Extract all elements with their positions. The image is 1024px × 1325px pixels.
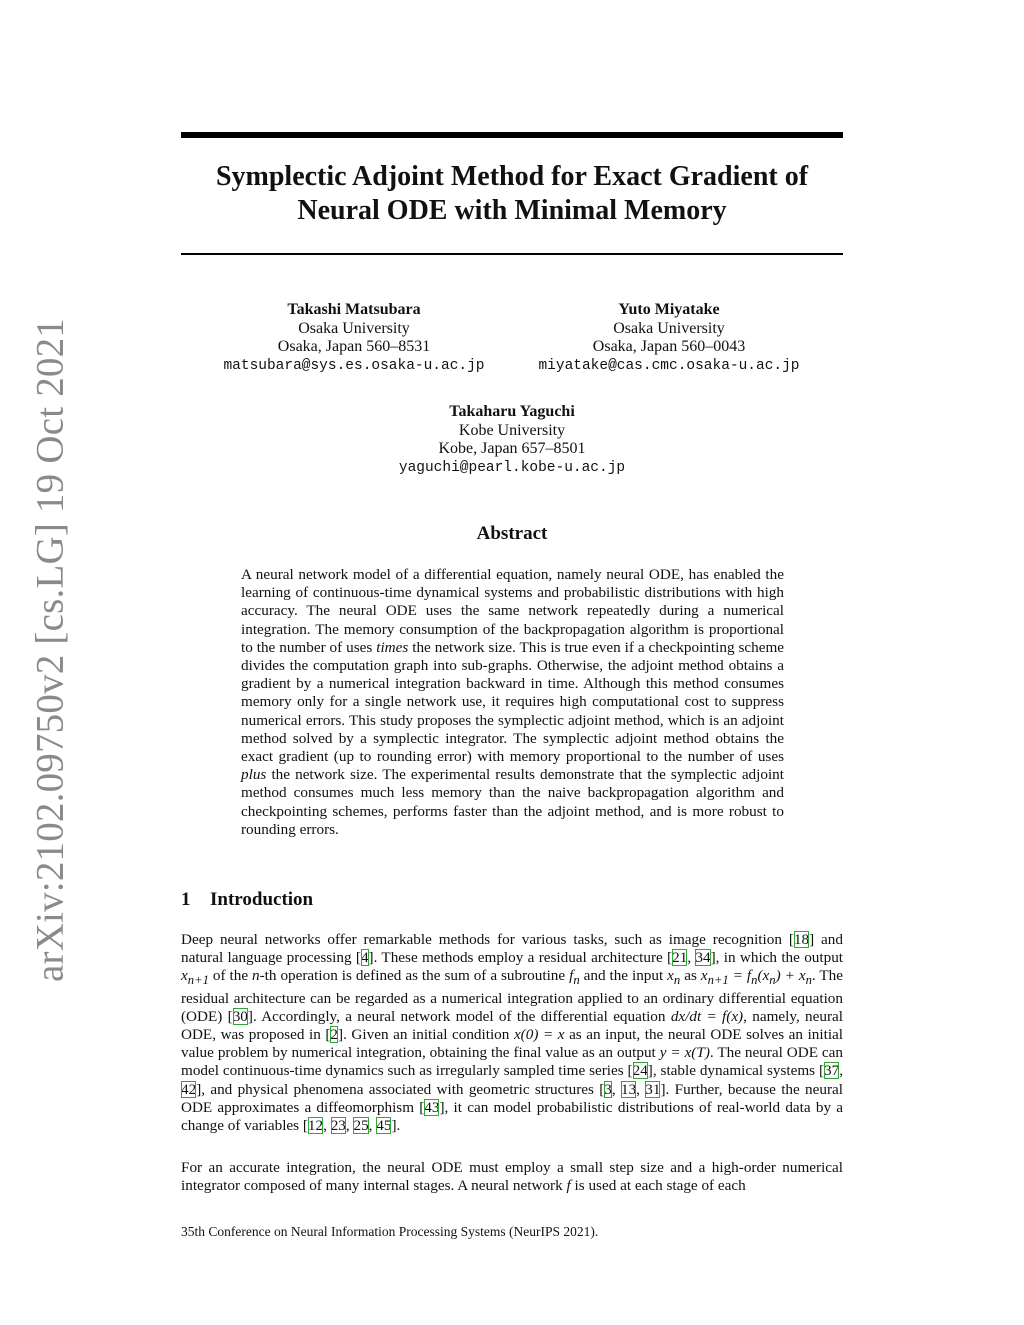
math-subscript: n+1 xyxy=(187,973,209,988)
body-text: -th operation is defined as the sum of a subroutine xyxy=(259,967,566,985)
intro-paragraph-2 xyxy=(181,1159,843,1195)
math-equation xyxy=(700,967,812,988)
math-inline xyxy=(667,967,681,988)
author-name: Yuto Miyatake xyxy=(618,301,720,318)
citation-link[interactable]: 2 xyxy=(330,1026,339,1044)
citation-link[interactable]: 42 xyxy=(181,1080,197,1098)
math-subscript: n+1 xyxy=(707,973,729,988)
citation-separator: , xyxy=(368,1117,377,1135)
paper-title xyxy=(181,160,843,228)
title-line-2: Neural ODE with Minimal Memory xyxy=(297,195,727,226)
citation-separator: , xyxy=(687,949,696,967)
body-text: is used at each stage of each xyxy=(574,1177,746,1195)
math-symbol: x xyxy=(181,967,188,985)
abstract-heading: Abstract xyxy=(476,523,548,544)
abstract-text: A neural network model of a differential equation, namely neural ODE, has enabled the learning of continuous-time dynamical systems and probabilistic distributions with high accuracy. The neural ODE uses the same network repeatedly during a numerical integration. The memory consumption of the backpropagation algorithm is proportional to the number of uses xyxy=(241,566,784,656)
conference-footnote: 35th Conference on Neural Information Processing Systems (NeurIPS 2021). xyxy=(181,1224,599,1239)
author-affiliation: Kobe University xyxy=(458,421,566,439)
section-title: Introduction xyxy=(210,889,314,910)
author-name: Takashi Matsubara xyxy=(287,301,421,318)
citation-link[interactable]: 34 xyxy=(695,949,711,967)
arxiv-stamp: arXiv:2102.09750v2 [cs.LG] 19 Oct 2021 xyxy=(28,318,72,982)
abstract-emphasis: plus xyxy=(241,766,267,784)
citation-link[interactable]: 21 xyxy=(672,949,688,967)
author-email[interactable]: yaguchi@pearl.kobe-u.ac.jp xyxy=(398,459,626,476)
citation-link[interactable]: 25 xyxy=(353,1117,369,1135)
body-text: Deep neural networks offer remarkable methods for various tasks, such as image recognition [ xyxy=(181,931,794,948)
intro-paragraph-1 xyxy=(181,931,843,1135)
abstract-text: the network size. The experimental results demonstrate that the symplectic adjoint method consumes much less memory than the naive backpropagation algorithm and checkpointing schemes, performs faster than the adjoint method, and is more robust to rounding errors. xyxy=(241,766,784,838)
body-text: ]. Accordingly, a neural network model of the differential equation xyxy=(247,1007,666,1025)
author-email[interactable]: miyatake@cas.cmc.osaka-u.ac.jp xyxy=(538,357,800,374)
body-text: ]. xyxy=(391,1117,401,1135)
author-affiliation: Osaka University xyxy=(298,319,410,337)
body-text: . The residual architecture can be regarded as a numerical integration applied to an ordinary differential equation (ODE) [ xyxy=(181,967,843,1025)
body-text: ]. Further, because the neural ODE approximates a diffeomorphism [ xyxy=(181,1080,844,1116)
math-symbol: ) + x xyxy=(775,967,806,985)
math-inline xyxy=(181,967,209,988)
math-symbol: f xyxy=(566,1177,571,1195)
citation-separator: , xyxy=(636,1080,646,1098)
math-symbol: x xyxy=(667,967,674,985)
body-text: as an input, the neural ODE solves an initial value problem by numerical integration, obtaining the final value as an output xyxy=(181,1026,843,1062)
math-equation: y = x(T) xyxy=(659,1044,710,1062)
abstract-body xyxy=(241,566,784,839)
math-inline xyxy=(569,967,580,988)
citation-link[interactable]: 30 xyxy=(232,1007,248,1025)
math-symbol: f xyxy=(569,967,574,985)
citation-link[interactable]: 45 xyxy=(376,1117,392,1135)
author-address: Kobe, Japan 657–8501 xyxy=(438,440,586,457)
citation-link[interactable]: 24 xyxy=(632,1062,648,1080)
citation-link[interactable]: 18 xyxy=(793,931,810,948)
author-affiliation: Osaka University xyxy=(613,319,725,337)
author-address: Osaka, Japan 560–0043 xyxy=(592,338,746,355)
math-symbol: x xyxy=(700,967,708,985)
math-subscript: n xyxy=(751,973,758,988)
section-heading xyxy=(181,889,313,911)
citation-link[interactable]: 23 xyxy=(330,1117,346,1135)
math-symbol: n xyxy=(252,967,260,985)
citation-link[interactable]: 3 xyxy=(604,1080,612,1098)
body-text: , namely, neural ODE, was proposed in [ xyxy=(181,1007,843,1044)
body-text: ] and natural language processing [ xyxy=(181,931,843,967)
title-rule-bottom xyxy=(181,253,843,255)
citation-link[interactable]: 12 xyxy=(307,1117,324,1135)
math-equation: x(0) = x xyxy=(513,1026,565,1044)
math-symbol: (x xyxy=(757,967,770,985)
abstract-emphasis: times xyxy=(376,638,409,656)
body-text: and the input xyxy=(583,967,664,985)
body-text: ], stable dynamical systems [ xyxy=(647,1062,825,1080)
math-subscript: n xyxy=(573,973,580,988)
citation-link[interactable]: 43 xyxy=(424,1098,440,1116)
body-text: ]. Given an initial condition xyxy=(338,1026,510,1044)
citation-link[interactable]: 13 xyxy=(620,1080,637,1098)
title-line-1: Symplectic Adjoint Method for Exact Gradient of xyxy=(215,161,809,192)
citation-separator: , xyxy=(323,1117,331,1135)
body-text: as xyxy=(684,967,697,985)
citation-separator: , xyxy=(839,1062,843,1080)
math-subscript: n xyxy=(769,973,776,988)
section-number: 1 xyxy=(181,889,191,910)
body-text: ], in which the output xyxy=(710,949,844,967)
author-block-1 xyxy=(214,301,494,375)
author-block-2 xyxy=(529,301,809,375)
abstract-text: the network size. This is true even if a checkpointing scheme divides the computation graph into sub-graphs. Otherwise, the adjoint method obtains a gradient by a numerical integration backward in time. Although this method consumes memory only for a single network use, it requires high computational cost to suppress numerical errors. This study proposes the symplectic adjoint method, which is an adjoint method solved by a symplectic integrator. The symplectic adjoint method obtains the exact gradient (up to rounding error) with memory proportional to the number of uses xyxy=(241,638,785,766)
citation-link[interactable]: 37 xyxy=(824,1062,840,1080)
body-text: . The neural ODE can model continuous-time dynamics such as irregularly sampled time series [ xyxy=(181,1044,843,1080)
author-block-3 xyxy=(372,403,652,477)
citation-link[interactable]: 31 xyxy=(645,1080,661,1098)
math-subscript: n xyxy=(805,973,812,988)
citation-separator: , xyxy=(345,1117,354,1135)
math-symbol: = f xyxy=(732,967,752,985)
body-text: ], it can model probabilistic distributions of real-world data by a change of variables [ xyxy=(181,1098,843,1135)
body-text: of the xyxy=(212,967,249,985)
author-address: Osaka, Japan 560–8531 xyxy=(277,338,431,355)
citation-separator: , xyxy=(611,1080,621,1098)
title-rule-top xyxy=(181,132,843,138)
citation-link[interactable]: 4 xyxy=(360,949,369,967)
body-text: ]. These methods employ a residual architecture [ xyxy=(368,949,673,967)
author-name: Takaharu Yaguchi xyxy=(449,403,575,420)
body-text: ], and physical phenomena associated with geometric structures [ xyxy=(196,1080,605,1098)
math-equation: dx/dt = f(x) xyxy=(670,1007,744,1025)
math-subscript: n xyxy=(673,973,681,988)
body-text: For an accurate integration, the neural ODE must employ a small step size and a high-order numerical integrator composed of many internal stages. A neural network xyxy=(181,1159,843,1195)
author-email[interactable]: matsubara@sys.es.osaka-u.ac.jp xyxy=(223,357,485,374)
